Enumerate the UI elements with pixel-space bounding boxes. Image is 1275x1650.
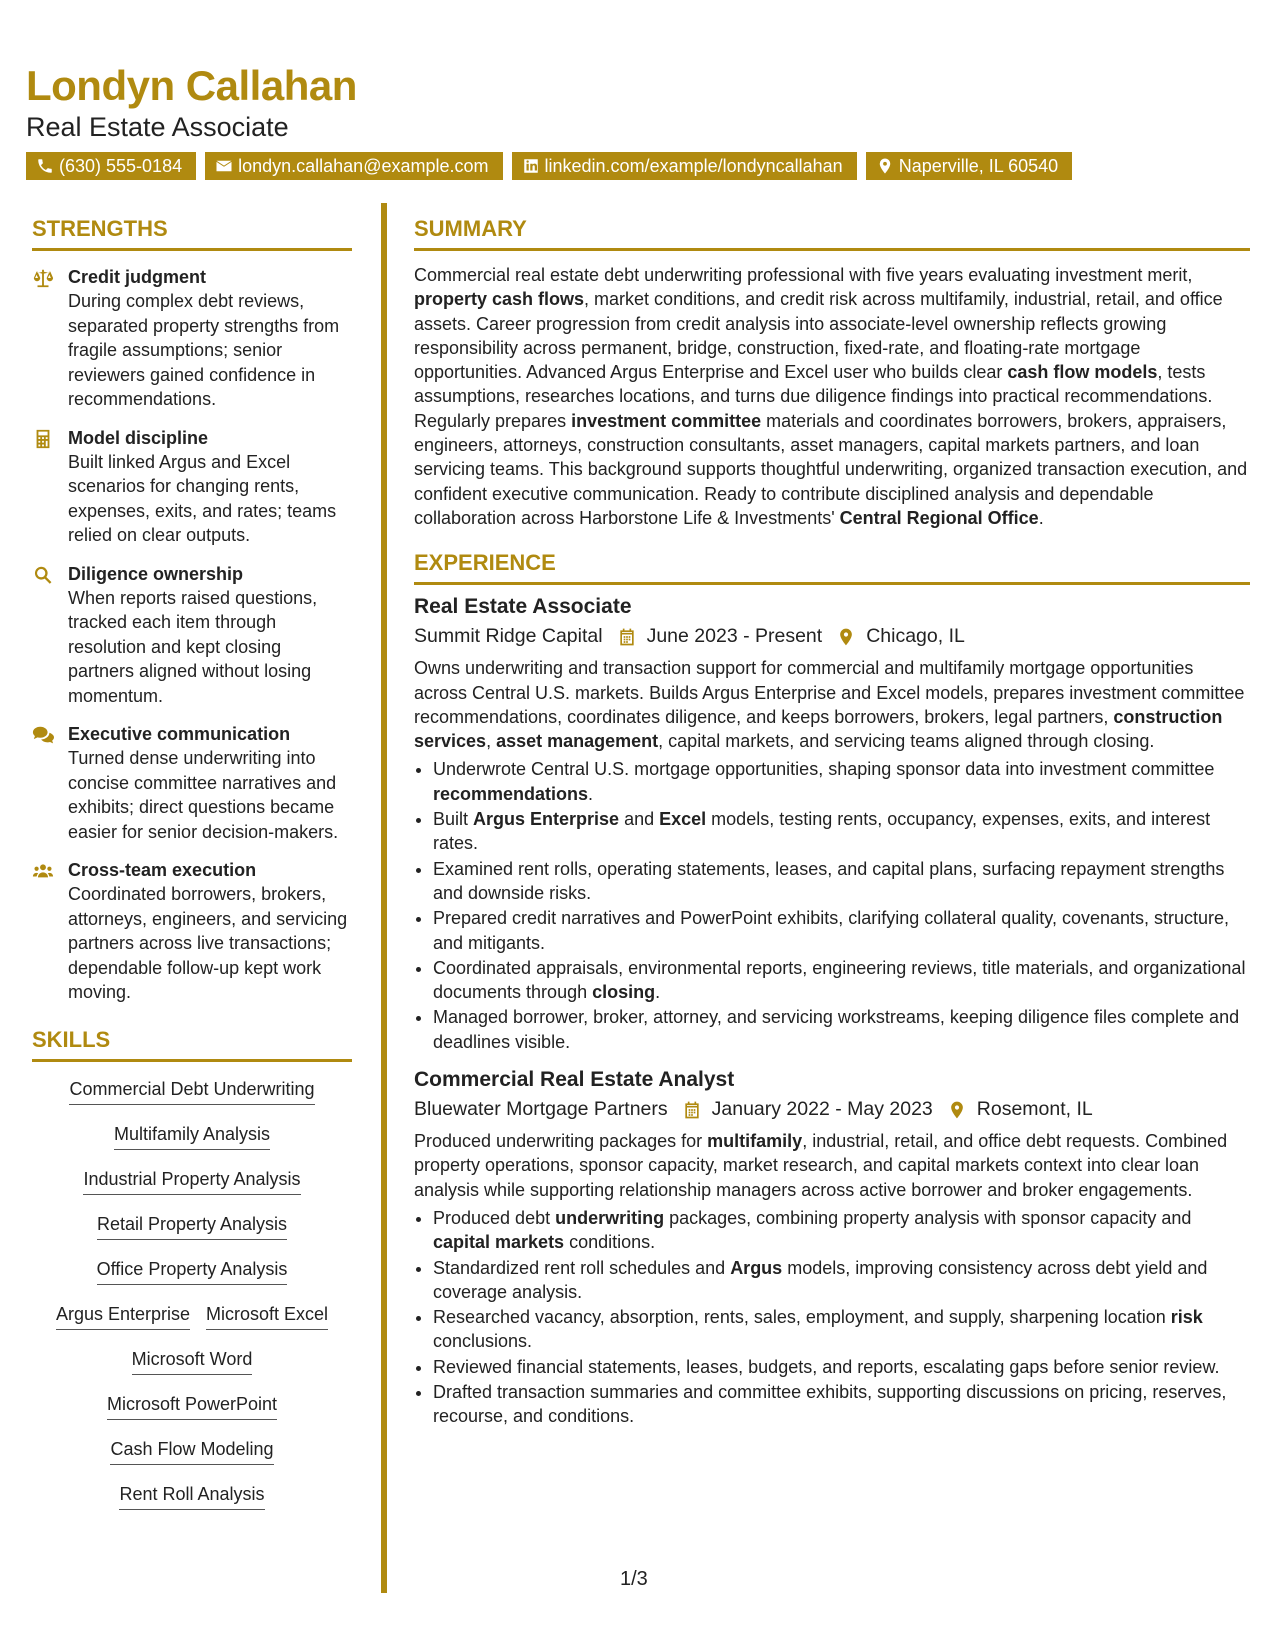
text-run: Produced debt: [433, 1207, 556, 1228]
skill-tag: Rent Roll Analysis: [119, 1482, 264, 1510]
text-run: .: [1038, 507, 1044, 528]
strength-item: [32, 265, 352, 412]
job-bullets: [414, 757, 1250, 1054]
text-run: Drafted transaction summaries and committee exhibits, supporting discussions on pricing, reserves, recourse, and conditions.: [433, 1381, 1227, 1427]
bullet-item: [433, 757, 1250, 806]
bold-text: Excel: [659, 809, 707, 830]
calendar-icon: [617, 627, 637, 647]
strengths-list: [32, 265, 352, 1005]
linkedin-text: linkedin.com/example/londyncallahan: [544, 156, 843, 176]
bullet-item: [433, 807, 1250, 856]
bullet-item: [433, 857, 1250, 906]
text-run: Researched vacancy, absorption, rents, sales, employment, and supply, sharpening location: [433, 1307, 1171, 1328]
text-run: conditions.: [564, 1232, 656, 1253]
location-text: Naperville, IL 60540: [898, 156, 1059, 176]
summary-heading: SUMMARY: [414, 216, 1250, 251]
column-divider: [381, 203, 387, 1593]
experience-heading: EXPERIENCE: [414, 550, 1250, 585]
job-location: Rosemont, IL: [976, 1098, 1093, 1121]
text-run: , industrial, retail, and office debt requests. Combined property operations, sponsor capacity, market research, and capital markets context into clear loan analysis while supporting relationship managers across active borrower and broker engagements.: [414, 1131, 1228, 1200]
strength-item: [32, 722, 352, 844]
strength-desc: During complex debt reviews, separated property strengths from fragile assumptions; senior reviewers gained confidence in recommendations.: [68, 291, 340, 409]
text-run: conclusions.: [433, 1331, 533, 1352]
text-run: materials and coordinates borrowers, brokers, appraisers, engineers, attorneys, construction consultants, asset managers, capital markets partners, and loan servicing teams. This background supports thoughtful underwriting, organized transaction execution, and confident executive communication. Ready to contribute disciplined analysis and dependable collaboration across Harborstone Life & Investments': [414, 410, 1248, 528]
bold-text: Argus: [730, 1257, 783, 1278]
strength-title: Cross-team execution: [68, 860, 257, 880]
email-chip[interactable]: [205, 152, 502, 180]
envelope-icon: [215, 157, 233, 175]
candidate-name: Londyn Callahan: [26, 62, 357, 109]
bold-text: cash flow models: [1007, 362, 1158, 383]
candidate-role: Real Estate Associate: [26, 112, 289, 142]
company-name: Summit Ridge Capital: [414, 625, 603, 648]
text-run: Built: [433, 809, 474, 830]
map-pin-icon: [947, 1100, 967, 1120]
phone-text: (630) 555-0184: [59, 156, 183, 176]
bold-text: Argus Enterprise: [473, 809, 620, 830]
job-entry: [414, 1068, 1250, 1429]
page-number-text: 1/3: [620, 1568, 648, 1590]
skill-tag: Microsoft Word: [132, 1347, 253, 1375]
bold-text: risk: [1170, 1307, 1203, 1328]
left-column: [32, 216, 352, 1522]
strength-item: [32, 426, 352, 548]
company-name: Bluewater Mortgage Partners: [414, 1098, 668, 1121]
summary-text: [414, 263, 1250, 530]
text-run: packages, combining property analysis with sponsor capacity and: [664, 1207, 1192, 1228]
scale-icon: [32, 267, 54, 289]
text-run: Produced underwriting packages for: [414, 1131, 708, 1152]
bold-text: construction services: [414, 706, 1223, 752]
text-run: .: [588, 783, 594, 804]
linkedin-chip[interactable]: [512, 152, 857, 180]
contact-bar: [26, 152, 1072, 180]
skill-tag: Microsoft Excel: [206, 1302, 328, 1330]
map-pin-icon: [836, 627, 856, 647]
text-run: models, improving consistency across debt yield and coverage analysis.: [433, 1257, 1208, 1302]
calculator-icon: [32, 428, 54, 450]
phone-icon: [36, 157, 54, 175]
linkedin-icon: [522, 157, 540, 175]
skills-heading: SKILLS: [32, 1027, 352, 1062]
skills-list: [32, 1072, 352, 1522]
text-run: Underwrote Central U.S. mortgage opportunities, shaping sponsor data into investment committee: [433, 759, 1215, 780]
text-run: models, testing rents, occupancy, expenses, exits, and interest rates.: [433, 809, 1211, 854]
text-run: Prepared credit narratives and PowerPoint exhibits, clarifying collateral quality, covenants, structure, and mitigants.: [433, 908, 1230, 953]
job-meta: [414, 1098, 1250, 1121]
users-icon: [32, 860, 54, 882]
strength-item: [32, 562, 352, 709]
job-location: Chicago, IL: [866, 625, 965, 648]
text-run: ,: [486, 731, 497, 752]
skill-tag: Microsoft PowerPoint: [107, 1392, 277, 1420]
bullet-item: [433, 1005, 1250, 1054]
bold-text: closing: [592, 982, 656, 1003]
strength-title: Model discipline: [68, 427, 209, 448]
strength-title: Credit judgment: [68, 267, 206, 287]
phone-chip[interactable]: [26, 152, 196, 180]
skill-tag: Cash Flow Modeling: [110, 1437, 273, 1465]
bullet-item: [433, 956, 1250, 1005]
calendar-icon: [682, 1100, 702, 1120]
location-chip: [866, 152, 1072, 180]
text-run: , tests assumptions, researches locations, and turns due diligence findings into practical recommendations. Regularly prepares: [414, 362, 1213, 431]
strength-title: Diligence ownership: [68, 563, 244, 584]
email-text: londyn.callahan@example.com: [238, 156, 489, 176]
skill-tag: Retail Property Analysis: [97, 1212, 287, 1240]
skill-tag: Commercial Debt Underwriting: [69, 1077, 314, 1105]
bold-text: asset management: [496, 731, 659, 752]
strength-item: [32, 858, 352, 1005]
right-column: [414, 216, 1250, 1430]
job-description: [414, 1129, 1250, 1202]
strength-desc: Turned dense underwriting into concise committee narratives and exhibits; direct questions became easier for senior decision-makers.: [68, 748, 339, 842]
text-run: Standardized rent roll schedules and: [433, 1257, 731, 1278]
bold-text: Central Regional Office: [839, 507, 1039, 528]
bullet-item: [433, 1305, 1250, 1354]
bullet-item: [433, 1355, 1250, 1379]
job-title: Commercial Real Estate Analyst: [414, 1068, 735, 1092]
skill-tag: Argus Enterprise: [56, 1302, 190, 1330]
strength-desc: Coordinated borrowers, brokers, attorneys, engineers, and servicing partners across live transactions; dependable follow-up kept work moving.: [68, 884, 348, 1002]
text-run: Coordinated appraisals, environmental reports, engineering reviews, title materials, and organizational documents through: [433, 957, 1246, 1003]
bullet-item: [433, 906, 1250, 955]
job-dates: January 2022 - May 2023: [711, 1098, 933, 1121]
skill-tag: Industrial Property Analysis: [83, 1167, 300, 1195]
text-run: and: [619, 809, 660, 830]
skill-tag: Multifamily Analysis: [114, 1122, 270, 1150]
job-description: [414, 656, 1250, 753]
job-title: Real Estate Associate: [414, 595, 632, 619]
job-dates: June 2023 - Present: [646, 625, 823, 648]
bold-text: investment committee: [571, 410, 762, 431]
strength-title: Executive communication: [68, 724, 291, 744]
bullet-item: [433, 1206, 1250, 1255]
map-pin-icon: [876, 157, 894, 175]
skill-tag: Office Property Analysis: [97, 1257, 288, 1285]
bullet-item: [433, 1380, 1250, 1429]
search-icon: [32, 564, 54, 586]
bold-text: recommendations: [433, 783, 589, 804]
text-run: Reviewed financial statements, leases, budgets, and reports, escalating gaps before senior review.: [433, 1356, 1220, 1377]
strength-desc: Built linked Argus and Excel scenarios for changing rents, expenses, exits, and rates; teams relied on clear outputs.: [68, 451, 337, 545]
bold-text: multifamily: [707, 1131, 803, 1152]
bullet-item: [433, 1256, 1250, 1305]
comments-icon: [32, 724, 54, 746]
text-run: Managed borrower, broker, attorney, and servicing workstreams, keeping diligence files complete and deadlines visible.: [433, 1007, 1240, 1052]
strengths-heading: STRENGTHS: [32, 216, 352, 251]
text-run: , capital markets, and servicing teams aligned through closing.: [658, 731, 1155, 752]
text-run: Examined rent rolls, operating statements, leases, and capital plans, surfacing repayment strengths and downside risks.: [433, 858, 1225, 903]
text-run: Owns underwriting and transaction support for commercial and multifamily mortgage opportunities across Central U.S. markets. Builds Argus Enterprise and Excel models, prepares investment committee recommendations, coordinates diligence, and keeps borrowers, brokers, legal partners,: [414, 658, 1245, 727]
text-run: Commercial real estate debt underwriting professional with five years evaluating investment merit,: [414, 265, 1193, 285]
bold-text: capital markets: [433, 1232, 565, 1253]
job-meta: [414, 625, 1250, 648]
job-entry: [414, 595, 1250, 1054]
bold-text: property cash flows: [414, 289, 585, 310]
strength-desc: When reports raised questions, tracked each item through resolution and kept closing partners aligned without losing momentum.: [68, 587, 318, 706]
text-run: , market conditions, and credit risk across multifamily, industrial, retail, and office assets. Career progression from credit analysis into associate-level ownership reflects growing responsibility across permanent, bridge, construction, fixed-rate, and floating-rate mortgage opportunities. Advanced Argus Enterprise and Excel user who builds clear: [414, 289, 1223, 383]
job-bullets: [414, 1206, 1250, 1429]
text-run: .: [655, 982, 661, 1003]
bold-text: underwriting: [555, 1207, 665, 1228]
